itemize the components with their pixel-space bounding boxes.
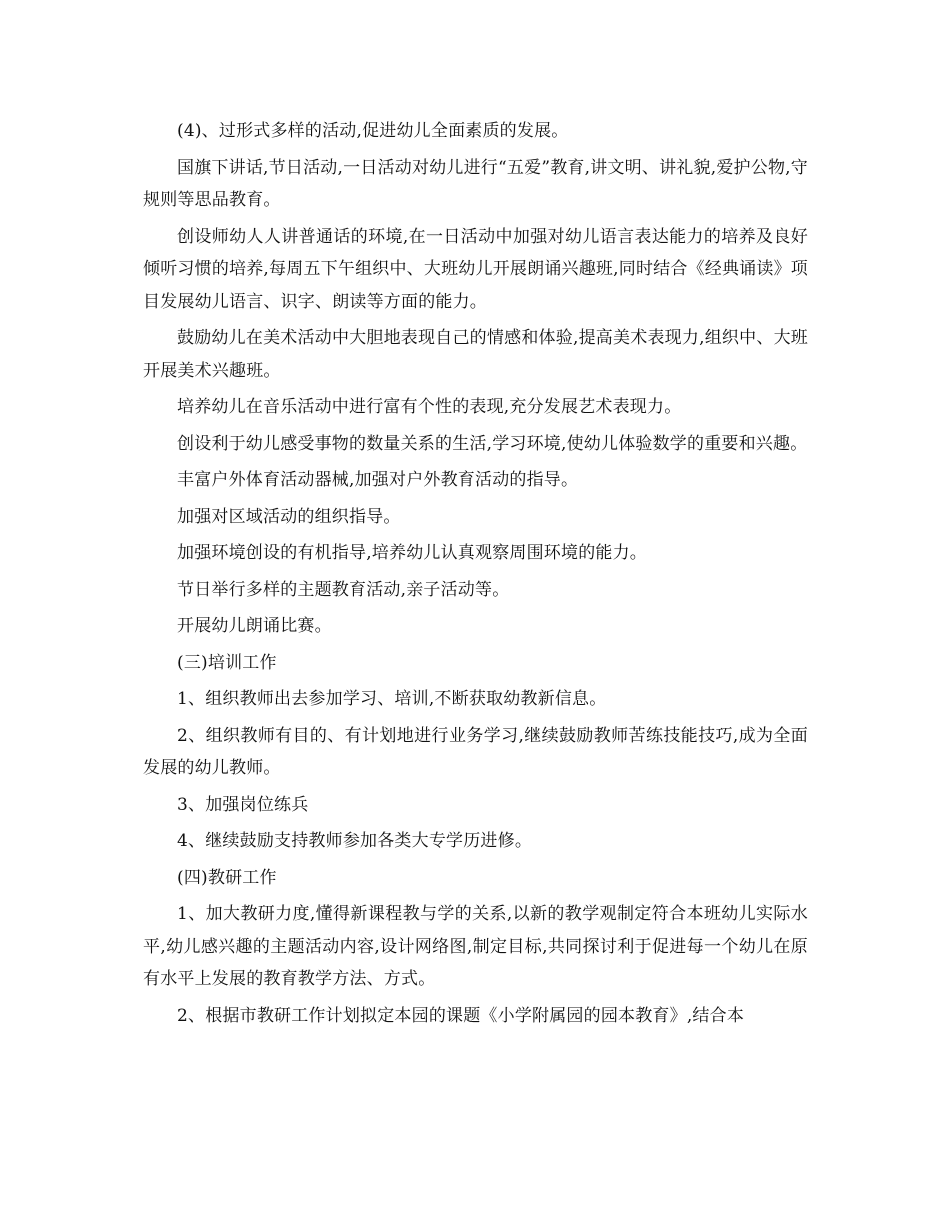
paragraph-outdoor-sports: 丰富户外体育活动器械,加强对户外教育活动的指导。 xyxy=(177,470,579,490)
paragraph-training-item-1: 1、组织教师出去参加学习、培训,不断获取幼教新信息。 xyxy=(177,689,607,709)
paragraph-training-item-2: 2、组织教师有目的、有计划地进行业务学习,继续鼓励教师苦练技能技巧,成为全面发展的幼儿教师。 xyxy=(143,725,808,778)
paragraph-moral-education: 国旗下讲话,节日活动,一日活动对幼儿进行“五爱”教育,讲文明、讲礼貌,爱护公物,守规则等思品教育。 xyxy=(143,157,808,210)
paragraph-language-environment: 创设师幼人人讲普通话的环境,在一日活动中加强对幼儿语言表达能力的培养及良好倾听习惯的培养,每周五下午组织中、大班幼儿开展朗诵兴趣班,同时结合《经典诵读》项目发展幼儿语言、识字、朗读等方面的能力。 xyxy=(143,226,808,312)
paragraph-area-activities: 加强对区域活动的组织指导。 xyxy=(177,506,401,527)
paragraph-research-item-1: 1、加大教研力度,懂得新课程教与学的关系,以新的教学观制定符合本班幼儿实际水平,幼儿感兴趣的主题活动内容,设计网络图,制定目标,共同探讨利于促进每一个幼儿在原有水平上发展的教育教学方法、方式。 xyxy=(143,904,808,989)
paragraph-training-item-4: 4、继续鼓励支持教师参加各类大专学历进修。 xyxy=(177,831,533,851)
document-body xyxy=(143,115,808,1036)
paragraph-environment-creation: 加强环境创设的有机指导,培养幼儿认真观察周围环境的能力。 xyxy=(177,543,648,563)
paragraph-music-activities: 培养幼儿在音乐活动中进行富有个性的表现,充分发展艺术表现力。 xyxy=(177,397,682,417)
section-heading-research: (四)教研工作 xyxy=(177,867,277,888)
paragraph-training-item-3: 3、加强岗位练兵 xyxy=(177,794,309,815)
paragraph-activities-heading: (4)、过形式多样的活动,促进幼儿全面素质的发展。 xyxy=(177,121,569,141)
section-heading-training: (三)培训工作 xyxy=(177,652,277,673)
paragraph-research-item-2: 2、根据市教研工作计划拟定本园的课题《小学附属园的园本教育》,结合本 xyxy=(177,1005,745,1026)
paragraph-recitation-contest: 开展幼儿朗诵比赛。 xyxy=(177,616,332,636)
paragraph-art-activities: 鼓励幼儿在美术活动中大胆地表现自己的情感和体验,提高美术表现力,组织中、大班开展美术兴趣班。 xyxy=(143,328,808,381)
paragraph-festival-activities: 节日举行多样的主题教育活动,亲子活动等。 xyxy=(177,579,510,600)
paragraph-math-environment: 创设利于幼儿感受事物的数量关系的生活,学习环境,使幼儿体验数学的重要和兴趣。 xyxy=(177,433,808,454)
